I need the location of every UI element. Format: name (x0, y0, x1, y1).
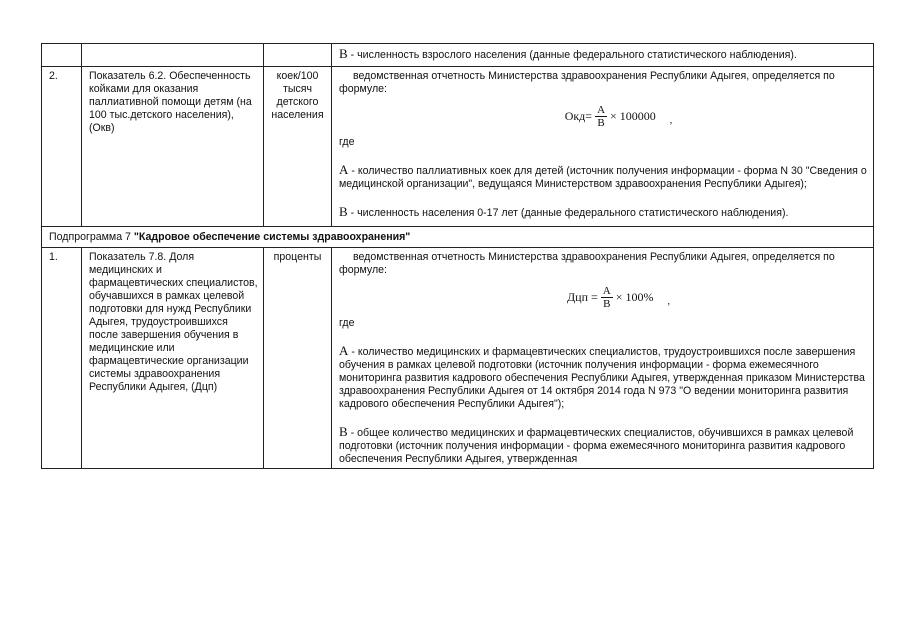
table-row (42, 67, 874, 227)
unit-cell (264, 44, 332, 67)
indicator-cell: Показатель 6.2. Обеспеченность койками для оказания паллиативной помощи детям (на 100 тыс.детского населения), (Окв) (82, 67, 264, 227)
method-cell (332, 248, 874, 469)
row-number-cell: 1. (42, 248, 82, 469)
table-row (42, 227, 874, 248)
indicator-cell (82, 44, 264, 67)
formula: Дцп = $\frac{А}{В}$ × 100% , (566, 284, 670, 310)
where-label: где (339, 317, 355, 329)
indicator-cell: Показатель 7.8. Доля медицинских и фармацевтических специалистов, обучавшихся в рамках целевой подготовки для нужд Республики Адыгея, трудоустроившихся после завершения обучения в медицинские или фармацевтические организации системы здравоохранения Республики Адыгея, (Дцп) (82, 248, 264, 469)
where-label: где (339, 136, 355, 148)
variable-letter: А (339, 162, 349, 177)
variable-b-definition: В - численность взрослого населения (данные федерального статистического наблюдения). (339, 46, 797, 61)
variable-letter: В (339, 424, 348, 439)
formula-fraction: $\frac{А}{В}$ (602, 284, 611, 310)
method-intro: ведомственная отчетность Министерства здравоохранения Республики Адыгея, определяется по формуле: (339, 70, 835, 95)
formula: Окд= $\frac{А}{В}$ × 100000 , (564, 103, 673, 129)
unit-cell: проценты (264, 248, 332, 469)
table-row (42, 248, 874, 469)
row-number-cell (42, 44, 82, 67)
formula-fraction: $\frac{А}{В}$ (597, 103, 606, 129)
method-intro: ведомственная отчетность Министерства здравоохранения Республики Адыгея, определяется по формуле: (339, 251, 835, 276)
method-cell (332, 44, 874, 67)
variable-b-definition: В - численность населения 0-17 лет (данные федерального статистического наблюдения). (339, 204, 789, 219)
variable-letter: А (339, 343, 349, 358)
table-row (42, 44, 874, 67)
indicators-table (41, 43, 874, 469)
variable-letter: В (339, 204, 348, 219)
subprogram-heading: Подпрограмма 7 "Кадровое обеспечение системы здравоохранения" (42, 227, 874, 248)
method-cell (332, 67, 874, 227)
variable-letter: В (339, 46, 348, 61)
variable-b-definition: В - общее количество медицинских и фармацевтических специалистов, обучившихся в рамках целевой подготовки (источник получения информации - форма ежемесячного мониторинга развития кадрового обеспечения Республики Адыгея, утвержденная (339, 424, 854, 465)
unit-cell: коек/100 тысяч детского населения (264, 67, 332, 227)
variable-a-definition: А - количество медицинских и фармацевтических специалистов, трудоустроившихся после завершения обучения в рамках целевой подготовки (источник получения информации - форма ежемесячного мониторинга развития кадрового обеспечения Республики Адыгея, утвержденная приказом Министерства здравоохранения Республики Адыгея от 14 октября 2014 года N 973 "О ведении мониторинга развития кадрового обеспечения Республики Адыгея"); (339, 343, 865, 410)
variable-a-definition: А - количество паллиативных коек для детей (источник получения информации - форма N 30 "Сведения о медицинской организации", ведущаяся Министерством здравоохранения Республики Адыгея); (339, 162, 867, 190)
row-number-cell: 2. (42, 67, 82, 227)
